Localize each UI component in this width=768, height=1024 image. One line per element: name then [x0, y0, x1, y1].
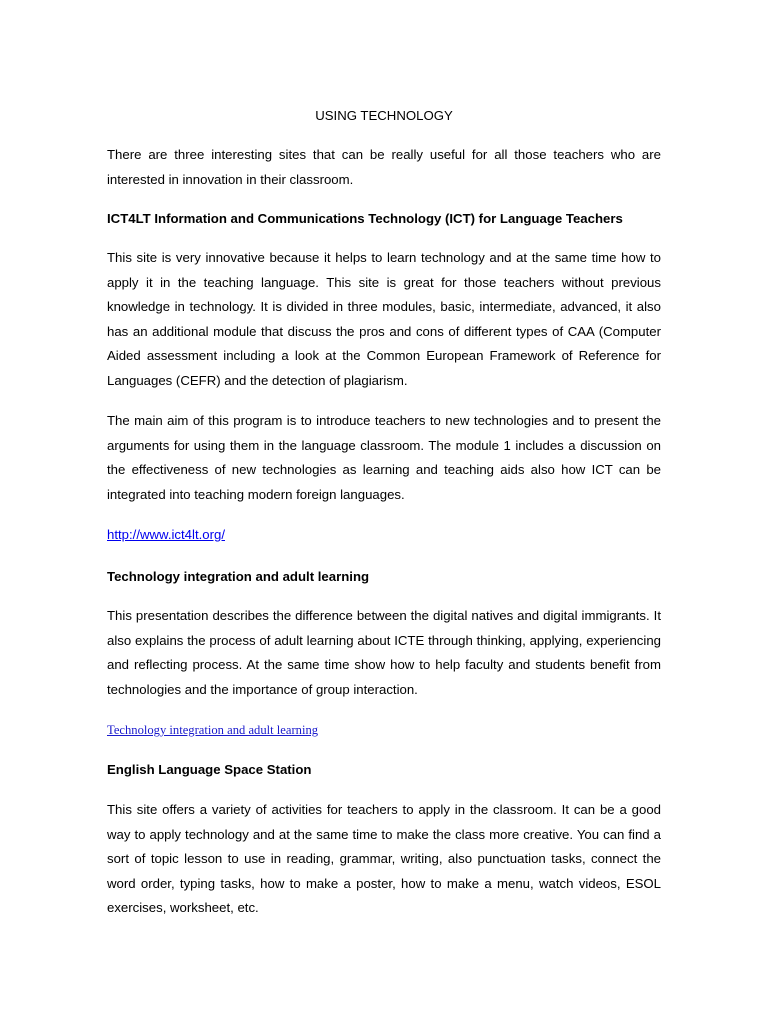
- ict4lt-link-line: [107, 523, 661, 548]
- english-space-station-paragraph: This site offers a variety of activities for teachers to apply in the classroom. It can be a good way to apply technology and at the same time to make the class more creative. You can find a sort of topic lesson to use in reading, grammar, writing, also punctuation tasks, connect the word order, typing tasks, how to make a poster, how to make a menu, watch videos, ESOL exercises, worksheet, etc.: [107, 802, 661, 915]
- section-heading-adult-learning: Technology integration and adult learning: [107, 569, 370, 584]
- document-title: USING TECHNOLOGY: [315, 108, 453, 123]
- section-heading-english-space-station: English Language Space Station: [107, 762, 312, 777]
- ict4lt-paragraph-1: This site is very innovative because it helps to learn technology and at the same time how to apply it in the teaching language. This site is great for those teachers without previous knowledge in technology. It is divided in three modules, basic, intermediate, advanced, it also has an additional module that discuss the pros and cons of different types of CAA (Computer Aided assessment including a look at the Common European Framework of Reference for Languages (CEFR) and the detection of plagiarism.: [107, 250, 661, 388]
- section-heading-ict4lt: ICT4LT Information and Communications Technology (ICT) for Language Teachers: [107, 211, 623, 226]
- ict4lt-url-link[interactable]: http://www.ict4lt.org/: [107, 527, 225, 542]
- intro-paragraph: There are three interesting sites that can be really useful for all those teachers who are interested in innovation in their classroom.: [107, 147, 661, 187]
- ict4lt-paragraph-2: The main aim of this program is to introduce teachers to new technologies and to present the arguments for using them in the language classroom. The module 1 includes a discussion on the effectiveness of new technologies as learning and teaching aids also how ICT can be integrated into teaching modern foreign languages.: [107, 413, 661, 502]
- adult-learning-link-line: [107, 718, 661, 743]
- adult-learning-link[interactable]: Technology integration and adult learning: [107, 723, 319, 737]
- adult-learning-paragraph: This presentation describes the difference between the digital natives and digital immigrants. It also explains the process of adult learning about ICTE through thinking, applying, experiencing and reflecting process. At the same time show how to help faculty and students benefit from technologies and the importance of group interaction.: [107, 608, 661, 697]
